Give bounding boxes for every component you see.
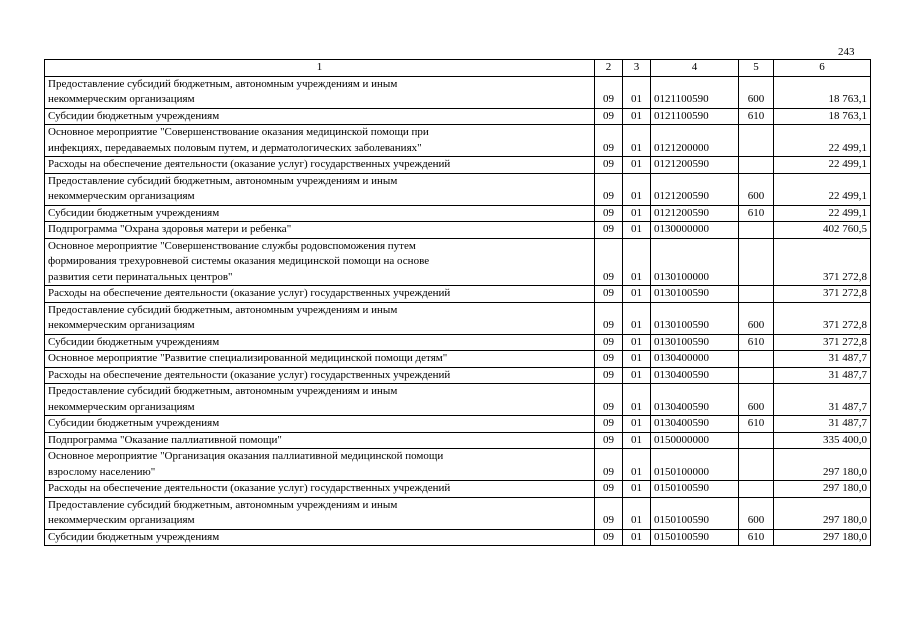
row-amount: 31 487,7 <box>774 384 871 416</box>
table-body <box>45 76 871 546</box>
column-header-name: 1 <box>45 60 595 77</box>
row-name: Предоставление субсидий бюджетным, автономным учреждениям и иным некоммерческим организациям <box>45 302 595 334</box>
table-row <box>45 529 871 546</box>
row-subsection: 01 <box>623 351 651 368</box>
row-amount: 371 272,8 <box>774 286 871 303</box>
row-target-article: 0130400590 <box>651 367 739 384</box>
row-target-article: 0121200590 <box>651 173 739 205</box>
column-header-chapter: 2 <box>595 60 623 77</box>
row-chapter: 09 <box>595 334 623 351</box>
table-row <box>45 432 871 449</box>
table-row <box>45 205 871 222</box>
row-target-article: 0150100590 <box>651 529 739 546</box>
table-row <box>45 76 871 108</box>
table-row <box>45 481 871 498</box>
row-subsection: 01 <box>623 173 651 205</box>
row-subsection: 01 <box>623 449 651 481</box>
row-chapter: 09 <box>595 173 623 205</box>
row-chapter: 09 <box>595 367 623 384</box>
row-name: Субсидии бюджетным учреждениям <box>45 334 595 351</box>
row-amount: 22 499,1 <box>774 205 871 222</box>
row-chapter: 09 <box>595 416 623 433</box>
row-chapter: 09 <box>595 432 623 449</box>
row-name: Субсидии бюджетным учреждениям <box>45 108 595 125</box>
row-name: Предоставление субсидий бюджетным, автономным учреждениям и иным некоммерческим организациям <box>45 384 595 416</box>
row-expense-type: 600 <box>739 384 774 416</box>
row-amount: 297 180,0 <box>774 449 871 481</box>
row-amount: 31 487,7 <box>774 367 871 384</box>
row-expense-type <box>739 351 774 368</box>
row-target-article: 0150000000 <box>651 432 739 449</box>
table-row <box>45 286 871 303</box>
row-subsection: 01 <box>623 481 651 498</box>
table-row <box>45 157 871 174</box>
row-subsection: 01 <box>623 286 651 303</box>
row-subsection: 01 <box>623 334 651 351</box>
row-amount: 22 499,1 <box>774 125 871 157</box>
table-row <box>45 173 871 205</box>
row-expense-type: 600 <box>739 76 774 108</box>
table-row <box>45 367 871 384</box>
row-expense-type: 610 <box>739 416 774 433</box>
row-chapter: 09 <box>595 76 623 108</box>
row-expense-type: 600 <box>739 497 774 529</box>
row-amount: 18 763,1 <box>774 76 871 108</box>
row-target-article: 0121200590 <box>651 205 739 222</box>
row-amount: 402 760,5 <box>774 222 871 239</box>
row-name: Субсидии бюджетным учреждениям <box>45 529 595 546</box>
row-expense-type <box>739 432 774 449</box>
row-target-article: 0130400000 <box>651 351 739 368</box>
row-subsection: 01 <box>623 497 651 529</box>
row-name: Основное мероприятие "Развитие специализированной медицинской помощи детям" <box>45 351 595 368</box>
row-target-article: 0130100590 <box>651 334 739 351</box>
row-target-article: 0121100590 <box>651 76 739 108</box>
table-row <box>45 222 871 239</box>
row-target-article: 0130000000 <box>651 222 739 239</box>
row-amount: 22 499,1 <box>774 157 871 174</box>
row-chapter: 09 <box>595 157 623 174</box>
table-row <box>45 416 871 433</box>
row-target-article: 0150100000 <box>651 449 739 481</box>
row-chapter: 09 <box>595 125 623 157</box>
row-amount: 31 487,7 <box>774 351 871 368</box>
header-row <box>45 60 871 77</box>
row-subsection: 01 <box>623 205 651 222</box>
column-header-target-article: 4 <box>651 60 739 77</box>
row-subsection: 01 <box>623 108 651 125</box>
row-name: Основное мероприятие "Совершенствование службы родовспоможения путем формирования трехуровневой системы оказания медицинской помощи на основе развития сети перинатальных центров" <box>45 238 595 286</box>
row-name: Основное мероприятие "Совершенствование оказания медицинской помощи при инфекциях, передаваемых половым путем, и дерматологических заболеваниях" <box>45 125 595 157</box>
row-chapter: 09 <box>595 302 623 334</box>
row-amount: 297 180,0 <box>774 529 871 546</box>
row-name: Расходы на обеспечение деятельности (оказание услуг) государственных учреждений <box>45 286 595 303</box>
row-target-article: 0121200000 <box>651 125 739 157</box>
row-target-article: 0130100590 <box>651 302 739 334</box>
row-amount: 371 272,8 <box>774 238 871 286</box>
table-row <box>45 497 871 529</box>
table-row <box>45 351 871 368</box>
row-expense-type <box>739 286 774 303</box>
row-subsection: 01 <box>623 222 651 239</box>
row-name: Основное мероприятие "Организация оказания паллиативной медицинской помощи взрослому населению" <box>45 449 595 481</box>
row-subsection: 01 <box>623 384 651 416</box>
row-expense-type <box>739 238 774 286</box>
column-header-amount: 6 <box>774 60 871 77</box>
row-name: Расходы на обеспечение деятельности (оказание услуг) государственных учреждений <box>45 481 595 498</box>
row-name: Расходы на обеспечение деятельности (оказание услуг) государственных учреждений <box>45 367 595 384</box>
row-subsection: 01 <box>623 76 651 108</box>
row-amount: 297 180,0 <box>774 497 871 529</box>
row-subsection: 01 <box>623 367 651 384</box>
row-subsection: 01 <box>623 302 651 334</box>
row-amount: 297 180,0 <box>774 481 871 498</box>
row-chapter: 09 <box>595 497 623 529</box>
row-amount: 18 763,1 <box>774 108 871 125</box>
row-target-article: 0121100590 <box>651 108 739 125</box>
row-chapter: 09 <box>595 529 623 546</box>
row-expense-type: 600 <box>739 302 774 334</box>
row-target-article: 0130100590 <box>651 286 739 303</box>
row-chapter: 09 <box>595 481 623 498</box>
row-amount: 31 487,7 <box>774 416 871 433</box>
row-chapter: 09 <box>595 222 623 239</box>
row-amount: 371 272,8 <box>774 302 871 334</box>
row-amount: 22 499,1 <box>774 173 871 205</box>
row-chapter: 09 <box>595 286 623 303</box>
row-name: Субсидии бюджетным учреждениям <box>45 205 595 222</box>
budget-table <box>44 59 871 546</box>
row-target-article: 0130400590 <box>651 384 739 416</box>
row-name: Предоставление субсидий бюджетным, автономным учреждениям и иным некоммерческим организациям <box>45 497 595 529</box>
table-row <box>45 449 871 481</box>
table-row <box>45 108 871 125</box>
row-target-article: 0150100590 <box>651 481 739 498</box>
column-header-expense-type: 5 <box>739 60 774 77</box>
row-amount: 371 272,8 <box>774 334 871 351</box>
row-name: Субсидии бюджетным учреждениям <box>45 416 595 433</box>
table-row <box>45 238 871 286</box>
row-expense-type <box>739 157 774 174</box>
row-expense-type <box>739 449 774 481</box>
row-expense-type <box>739 367 774 384</box>
column-header-subsection: 3 <box>623 60 651 77</box>
table-row <box>45 384 871 416</box>
row-chapter: 09 <box>595 384 623 416</box>
row-chapter: 09 <box>595 449 623 481</box>
table-row <box>45 302 871 334</box>
row-name: Подпрограмма "Оказание паллиативной помощи" <box>45 432 595 449</box>
row-expense-type: 610 <box>739 205 774 222</box>
row-expense-type: 610 <box>739 529 774 546</box>
row-target-article: 0121200590 <box>651 157 739 174</box>
row-expense-type <box>739 481 774 498</box>
row-amount: 335 400,0 <box>774 432 871 449</box>
row-subsection: 01 <box>623 416 651 433</box>
row-subsection: 01 <box>623 529 651 546</box>
row-chapter: 09 <box>595 351 623 368</box>
row-target-article: 0130100000 <box>651 238 739 286</box>
row-name: Предоставление субсидий бюджетным, автономным учреждениям и иным некоммерческим организациям <box>45 173 595 205</box>
row-name: Подпрограмма "Охрана здоровья матери и ребенка" <box>45 222 595 239</box>
row-expense-type <box>739 125 774 157</box>
page-number: 243 <box>838 46 855 58</box>
row-target-article: 0130400590 <box>651 416 739 433</box>
row-chapter: 09 <box>595 238 623 286</box>
row-subsection: 01 <box>623 432 651 449</box>
row-chapter: 09 <box>595 205 623 222</box>
table-row <box>45 334 871 351</box>
row-chapter: 09 <box>595 108 623 125</box>
row-subsection: 01 <box>623 125 651 157</box>
row-name: Предоставление субсидий бюджетным, автономным учреждениям и иным некоммерческим организациям <box>45 76 595 108</box>
row-expense-type <box>739 222 774 239</box>
row-subsection: 01 <box>623 157 651 174</box>
row-target-article: 0150100590 <box>651 497 739 529</box>
row-expense-type: 610 <box>739 334 774 351</box>
row-expense-type: 610 <box>739 108 774 125</box>
row-subsection: 01 <box>623 238 651 286</box>
row-name: Расходы на обеспечение деятельности (оказание услуг) государственных учреждений <box>45 157 595 174</box>
row-expense-type: 600 <box>739 173 774 205</box>
table-row <box>45 125 871 157</box>
